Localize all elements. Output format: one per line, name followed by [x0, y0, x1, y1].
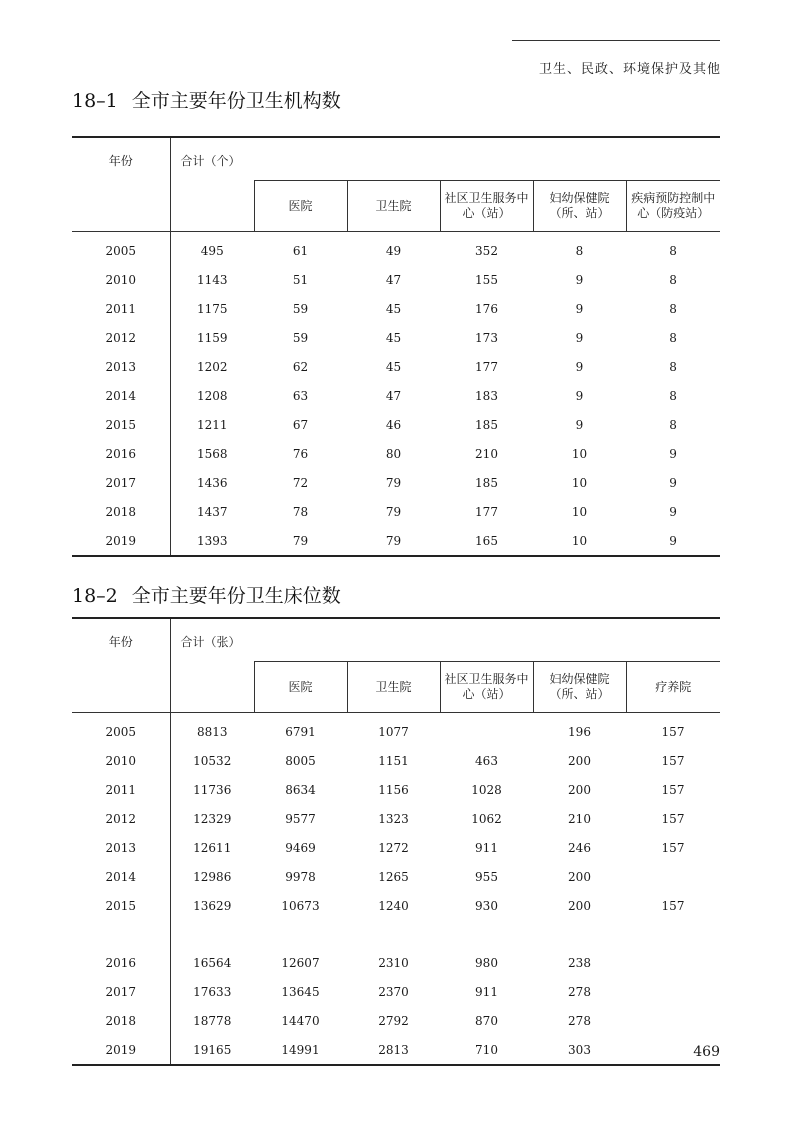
- cell: 76: [292, 446, 309, 461]
- year-cell: 2018: [72, 497, 170, 526]
- cell: 63: [292, 388, 309, 403]
- table-row: [72, 891, 720, 920]
- year-cell: 2012: [72, 804, 170, 833]
- cell: 10673: [281, 898, 320, 913]
- cell: 1568: [196, 446, 228, 461]
- cell: 980: [475, 955, 498, 970]
- cell: 13629: [193, 898, 232, 913]
- cell: 1028: [471, 782, 502, 797]
- cell: 8: [669, 388, 677, 403]
- table2-header-col: 妇幼保健院（所、站）: [533, 662, 626, 713]
- cell: 72: [292, 475, 309, 490]
- table-row: [72, 804, 720, 833]
- table-row: [72, 862, 720, 891]
- cell: 10: [571, 446, 588, 461]
- year-cell: 2017: [72, 468, 170, 497]
- cell: 12986: [193, 869, 232, 884]
- cell: [626, 1006, 720, 1035]
- cell: 79: [292, 533, 309, 548]
- table-row: [72, 1006, 720, 1035]
- cell: 51: [292, 272, 309, 287]
- cell: [626, 977, 720, 1006]
- cell: 2792: [378, 1013, 409, 1028]
- table2-title: [72, 581, 341, 608]
- cell: 177: [475, 504, 498, 519]
- cell: 11736: [193, 782, 232, 797]
- cell: 495: [200, 243, 224, 258]
- cell: 62: [292, 359, 309, 374]
- cell: 9: [669, 475, 677, 490]
- table1-header-col: 卫生院: [347, 181, 440, 232]
- cell: 79: [385, 504, 402, 519]
- cell: 278: [568, 1013, 591, 1028]
- year-cell: 2013: [72, 352, 170, 381]
- cell: 6791: [285, 724, 316, 739]
- cell: 1202: [196, 359, 228, 374]
- table-row: [72, 977, 720, 1006]
- cell: 12607: [281, 955, 320, 970]
- table-row: [72, 746, 720, 775]
- header-rule: [512, 40, 720, 41]
- cell: 17633: [193, 984, 232, 999]
- year-cell: 2012: [72, 323, 170, 352]
- table2: [72, 617, 720, 1066]
- cell: [626, 862, 720, 891]
- table-row: [72, 265, 720, 294]
- cell: 45: [385, 330, 402, 345]
- table-row: [72, 713, 720, 747]
- table1-header-col: 医院: [254, 181, 347, 232]
- table1-title-text: 全市主要年份卫生机构数: [131, 90, 341, 112]
- cell: 200: [568, 869, 591, 884]
- cell: 157: [661, 753, 685, 768]
- table-row: [72, 381, 720, 410]
- cell: 165: [475, 533, 498, 548]
- cell: 10: [571, 504, 588, 519]
- cell: 185: [475, 417, 498, 432]
- cell: 10532: [193, 753, 232, 768]
- cell: 8: [669, 272, 677, 287]
- cell: 9: [575, 330, 584, 345]
- cell: 8: [669, 417, 677, 432]
- spacer-cell: [72, 920, 170, 948]
- table-row: [72, 410, 720, 439]
- cell: 12611: [193, 840, 232, 855]
- year-cell: 2013: [72, 833, 170, 862]
- table2-header-col: 社区卫生服务中心（站）: [440, 662, 533, 713]
- cell: 911: [475, 840, 498, 855]
- cell: 78: [292, 504, 309, 519]
- cell: 8: [669, 359, 677, 374]
- cell: 12329: [193, 811, 232, 826]
- table1-header-year: 年份: [72, 137, 170, 232]
- cell: 200: [568, 782, 591, 797]
- cell: 14991: [281, 1042, 320, 1057]
- table-row: [72, 1035, 720, 1065]
- cell: 1175: [196, 301, 228, 316]
- cell: 246: [568, 840, 591, 855]
- year-cell: 2017: [72, 977, 170, 1006]
- cell: 9: [669, 446, 677, 461]
- cell: 47: [385, 272, 402, 287]
- year-cell: 2011: [72, 294, 170, 323]
- table-row: [72, 948, 720, 977]
- cell: 80: [385, 446, 402, 461]
- cell: [626, 948, 720, 977]
- table1-header-spacer: [170, 181, 254, 232]
- table-row: [72, 323, 720, 352]
- year-cell: 2005: [72, 713, 170, 747]
- table1-header-col: 疾病预防控制中心（防疫站）: [626, 181, 720, 232]
- table-row: [72, 526, 720, 556]
- cell: 1437: [196, 504, 228, 519]
- year-cell: 2014: [72, 862, 170, 891]
- cell: 210: [475, 446, 498, 461]
- table-row: [72, 352, 720, 381]
- cell: 911: [475, 984, 498, 999]
- table2-title-text: 全市主要年份卫生床位数: [131, 585, 341, 607]
- cell: 1393: [196, 533, 228, 548]
- cell: 79: [385, 533, 402, 548]
- cell: 157: [661, 811, 685, 826]
- table-row: [72, 497, 720, 526]
- year-cell: 2010: [72, 746, 170, 775]
- table-row: [72, 468, 720, 497]
- cell: 303: [568, 1042, 591, 1057]
- table-row: [72, 775, 720, 804]
- table1-title: [72, 86, 341, 113]
- table2-header-total: 合计（张）: [180, 635, 241, 649]
- cell: 183: [475, 388, 498, 403]
- cell: 238: [568, 955, 591, 970]
- cell: 8: [669, 330, 677, 345]
- cell: 1272: [378, 840, 409, 855]
- year-cell: 2019: [72, 526, 170, 556]
- year-cell: 2016: [72, 948, 170, 977]
- cell: 49: [385, 243, 402, 258]
- cell: 18778: [193, 1013, 232, 1028]
- table2-header-year: 年份: [72, 618, 170, 713]
- table1-header-total: 合计（个）: [180, 154, 241, 168]
- year-cell: 2015: [72, 410, 170, 439]
- cell: 196: [568, 724, 591, 739]
- cell: 157: [661, 898, 685, 913]
- table1: [72, 136, 720, 557]
- cell: 47: [385, 388, 402, 403]
- cell: 1062: [471, 811, 502, 826]
- cell: 8634: [285, 782, 316, 797]
- year-cell: 2011: [72, 775, 170, 804]
- cell: 185: [475, 475, 498, 490]
- page-number: 469: [693, 1044, 720, 1060]
- cell: 352: [475, 243, 498, 258]
- cell: 278: [568, 984, 591, 999]
- cell: 155: [475, 272, 498, 287]
- cell: 200: [568, 898, 591, 913]
- year-cell: 2018: [72, 1006, 170, 1035]
- cell: 9: [575, 417, 584, 432]
- cell: 9: [575, 301, 584, 316]
- cell: 9: [575, 359, 584, 374]
- cell: 61: [292, 243, 309, 258]
- cell: 1208: [196, 388, 228, 403]
- table-spacer-row: [72, 920, 720, 948]
- cell: 157: [661, 840, 685, 855]
- cell: 10: [571, 475, 588, 490]
- cell: 2370: [378, 984, 409, 999]
- cell: 463: [475, 753, 498, 768]
- cell: 210: [568, 811, 591, 826]
- table2-header-col: 疗养院: [626, 662, 720, 713]
- cell: 8: [575, 243, 584, 258]
- cell: 14470: [281, 1013, 320, 1028]
- cell: 13645: [281, 984, 320, 999]
- table2-header-col: 医院: [254, 662, 347, 713]
- cell: 59: [292, 330, 309, 345]
- cell: 1323: [378, 811, 409, 826]
- cell: 79: [385, 475, 402, 490]
- year-cell: 2014: [72, 381, 170, 410]
- table-row: [72, 439, 720, 468]
- year-cell: 2019: [72, 1035, 170, 1065]
- cell: 59: [292, 301, 309, 316]
- cell: 9: [575, 272, 584, 287]
- cell: 955: [475, 869, 498, 884]
- cell: 870: [475, 1013, 498, 1028]
- year-cell: 2015: [72, 891, 170, 920]
- cell: [440, 713, 533, 747]
- cell: 157: [661, 724, 685, 739]
- table-row: [72, 294, 720, 323]
- cell: 8005: [285, 753, 316, 768]
- cell: 1436: [196, 475, 228, 490]
- cell: 1240: [378, 898, 409, 913]
- cell: 1159: [196, 330, 228, 345]
- year-cell: 2010: [72, 265, 170, 294]
- cell: 67: [292, 417, 309, 432]
- cell: 200: [568, 753, 591, 768]
- cell: 9: [669, 533, 677, 548]
- table1-header-col: 社区卫生服务中心（站）: [440, 181, 533, 232]
- cell: 8: [669, 301, 677, 316]
- cell: 157: [661, 782, 685, 797]
- cell: 10: [571, 533, 588, 548]
- cell: 16564: [193, 955, 232, 970]
- cell: 173: [475, 330, 498, 345]
- cell: 9: [669, 504, 677, 519]
- table-row: [72, 833, 720, 862]
- cell: 177: [475, 359, 498, 374]
- cell: 1143: [196, 272, 228, 287]
- year-cell: 2016: [72, 439, 170, 468]
- table2-number: 18–2: [72, 585, 118, 607]
- cell: 2310: [378, 955, 409, 970]
- cell: 8: [669, 243, 677, 258]
- cell: 19165: [193, 1042, 232, 1057]
- running-head: 卫生、民政、环境保护及其他: [538, 62, 721, 77]
- cell: 45: [385, 359, 402, 374]
- cell: 8813: [196, 724, 228, 739]
- cell: 1077: [378, 724, 409, 739]
- cell: 176: [475, 301, 498, 316]
- cell: 45: [385, 301, 402, 316]
- cell: 9469: [285, 840, 316, 855]
- cell: 9978: [285, 869, 316, 884]
- cell: 1211: [196, 417, 228, 432]
- table1-number: 18–1: [72, 90, 118, 112]
- cell: 2813: [378, 1042, 409, 1057]
- table1-header-col: 妇幼保健院（所、站）: [533, 181, 626, 232]
- table2-header-col: 卫生院: [347, 662, 440, 713]
- table-row: [72, 232, 720, 266]
- cell: 930: [475, 898, 498, 913]
- cell: 46: [385, 417, 402, 432]
- year-cell: 2005: [72, 232, 170, 266]
- cell: 1265: [378, 869, 409, 884]
- cell: 710: [475, 1042, 498, 1057]
- spacer-cell: [170, 920, 720, 948]
- table2-header-spacer: [170, 662, 254, 713]
- cell: 9577: [285, 811, 316, 826]
- cell: 9: [575, 388, 584, 403]
- cell: 1151: [378, 753, 409, 768]
- cell: 1156: [378, 782, 409, 797]
